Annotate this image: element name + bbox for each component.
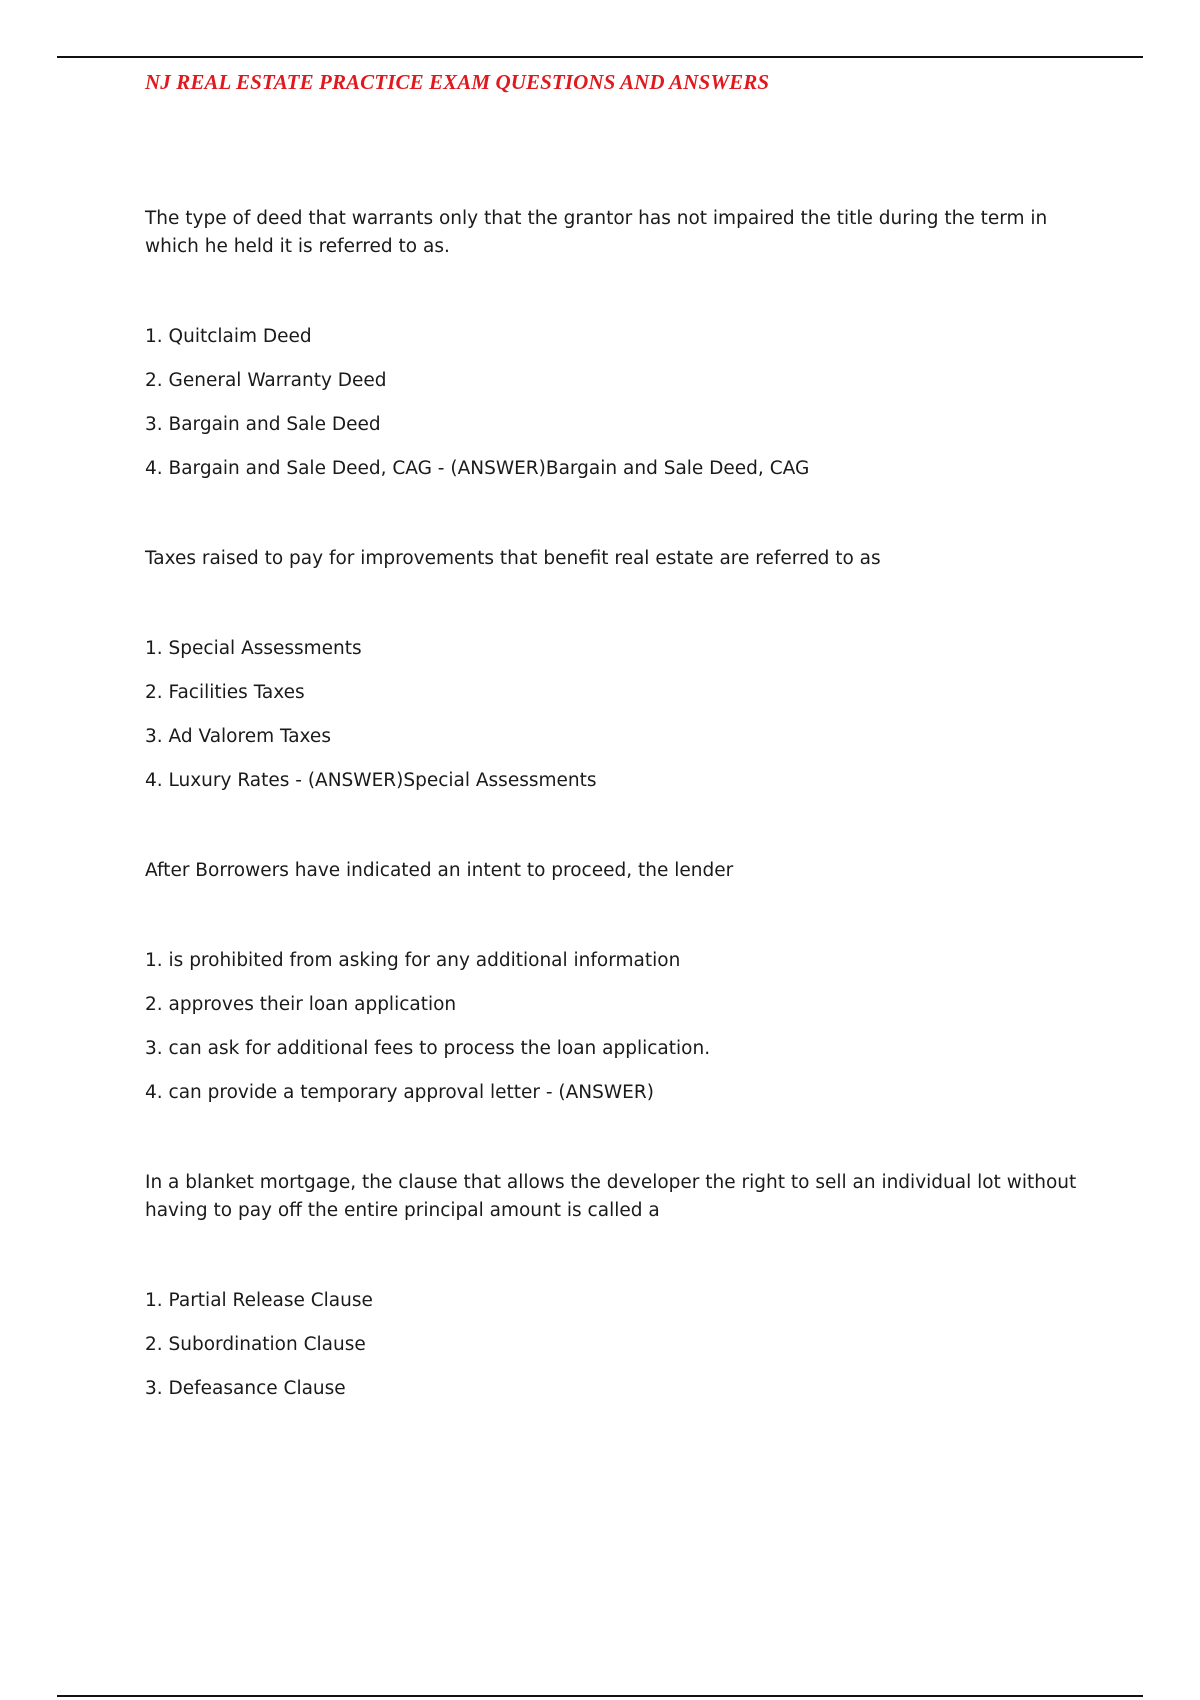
option-item: 3. can ask for additional fees to process the loan application. (145, 1038, 711, 1059)
option-item: 4. Bargain and Sale Deed, CAG - (ANSWER)Bargain and Sale Deed, CAG (145, 458, 810, 479)
answer-options (145, 947, 1085, 1107)
question-text: After Borrowers have indicated an intent to proceed, the lender (145, 860, 734, 881)
option-item: 2. approves their loan application (145, 994, 457, 1015)
document-title: NJ REAL ESTATE PRACTICE EXAM QUESTIONS AND ANSWERS (145, 70, 770, 94)
option-item: 3. Defeasance Clause (145, 1378, 346, 1399)
option-item: 2. General Warranty Deed (145, 370, 387, 391)
document-body (145, 205, 1085, 1419)
option-item: 3. Bargain and Sale Deed (145, 414, 381, 435)
question-block-3 (145, 857, 1085, 1107)
option-item: 2. Facilities Taxes (145, 682, 305, 703)
question-block-1 (145, 205, 1085, 483)
question-text: In a blanket mortgage, the clause that allows the developer the right to sell an individual lot without having to pay off the entire principal amount is called a (145, 1172, 1077, 1221)
question-block-2 (145, 545, 1085, 795)
option-item: 1. Quitclaim Deed (145, 326, 312, 347)
option-item: 2. Subordination Clause (145, 1334, 366, 1355)
answer-options (145, 635, 1085, 795)
option-item: 4. can provide a temporary approval letter - (ANSWER) (145, 1082, 654, 1103)
question-block-4 (145, 1169, 1085, 1403)
option-item: 1. Partial Release Clause (145, 1290, 373, 1311)
question-text: Taxes raised to pay for improvements that benefit real estate are referred to as (145, 548, 881, 569)
top-rule (57, 56, 1143, 58)
answer-options (145, 1287, 1085, 1403)
bottom-rule (57, 1695, 1143, 1697)
option-item: 3. Ad Valorem Taxes (145, 726, 331, 747)
option-item: 1. is prohibited from asking for any additional information (145, 950, 681, 971)
answer-options (145, 323, 1085, 483)
question-text: The type of deed that warrants only that the grantor has not impaired the title during the term in which he held it is referred to as. (145, 208, 1048, 257)
option-item: 4. Luxury Rates - (ANSWER)Special Assessments (145, 770, 597, 791)
option-item: 1. Special Assessments (145, 638, 362, 659)
